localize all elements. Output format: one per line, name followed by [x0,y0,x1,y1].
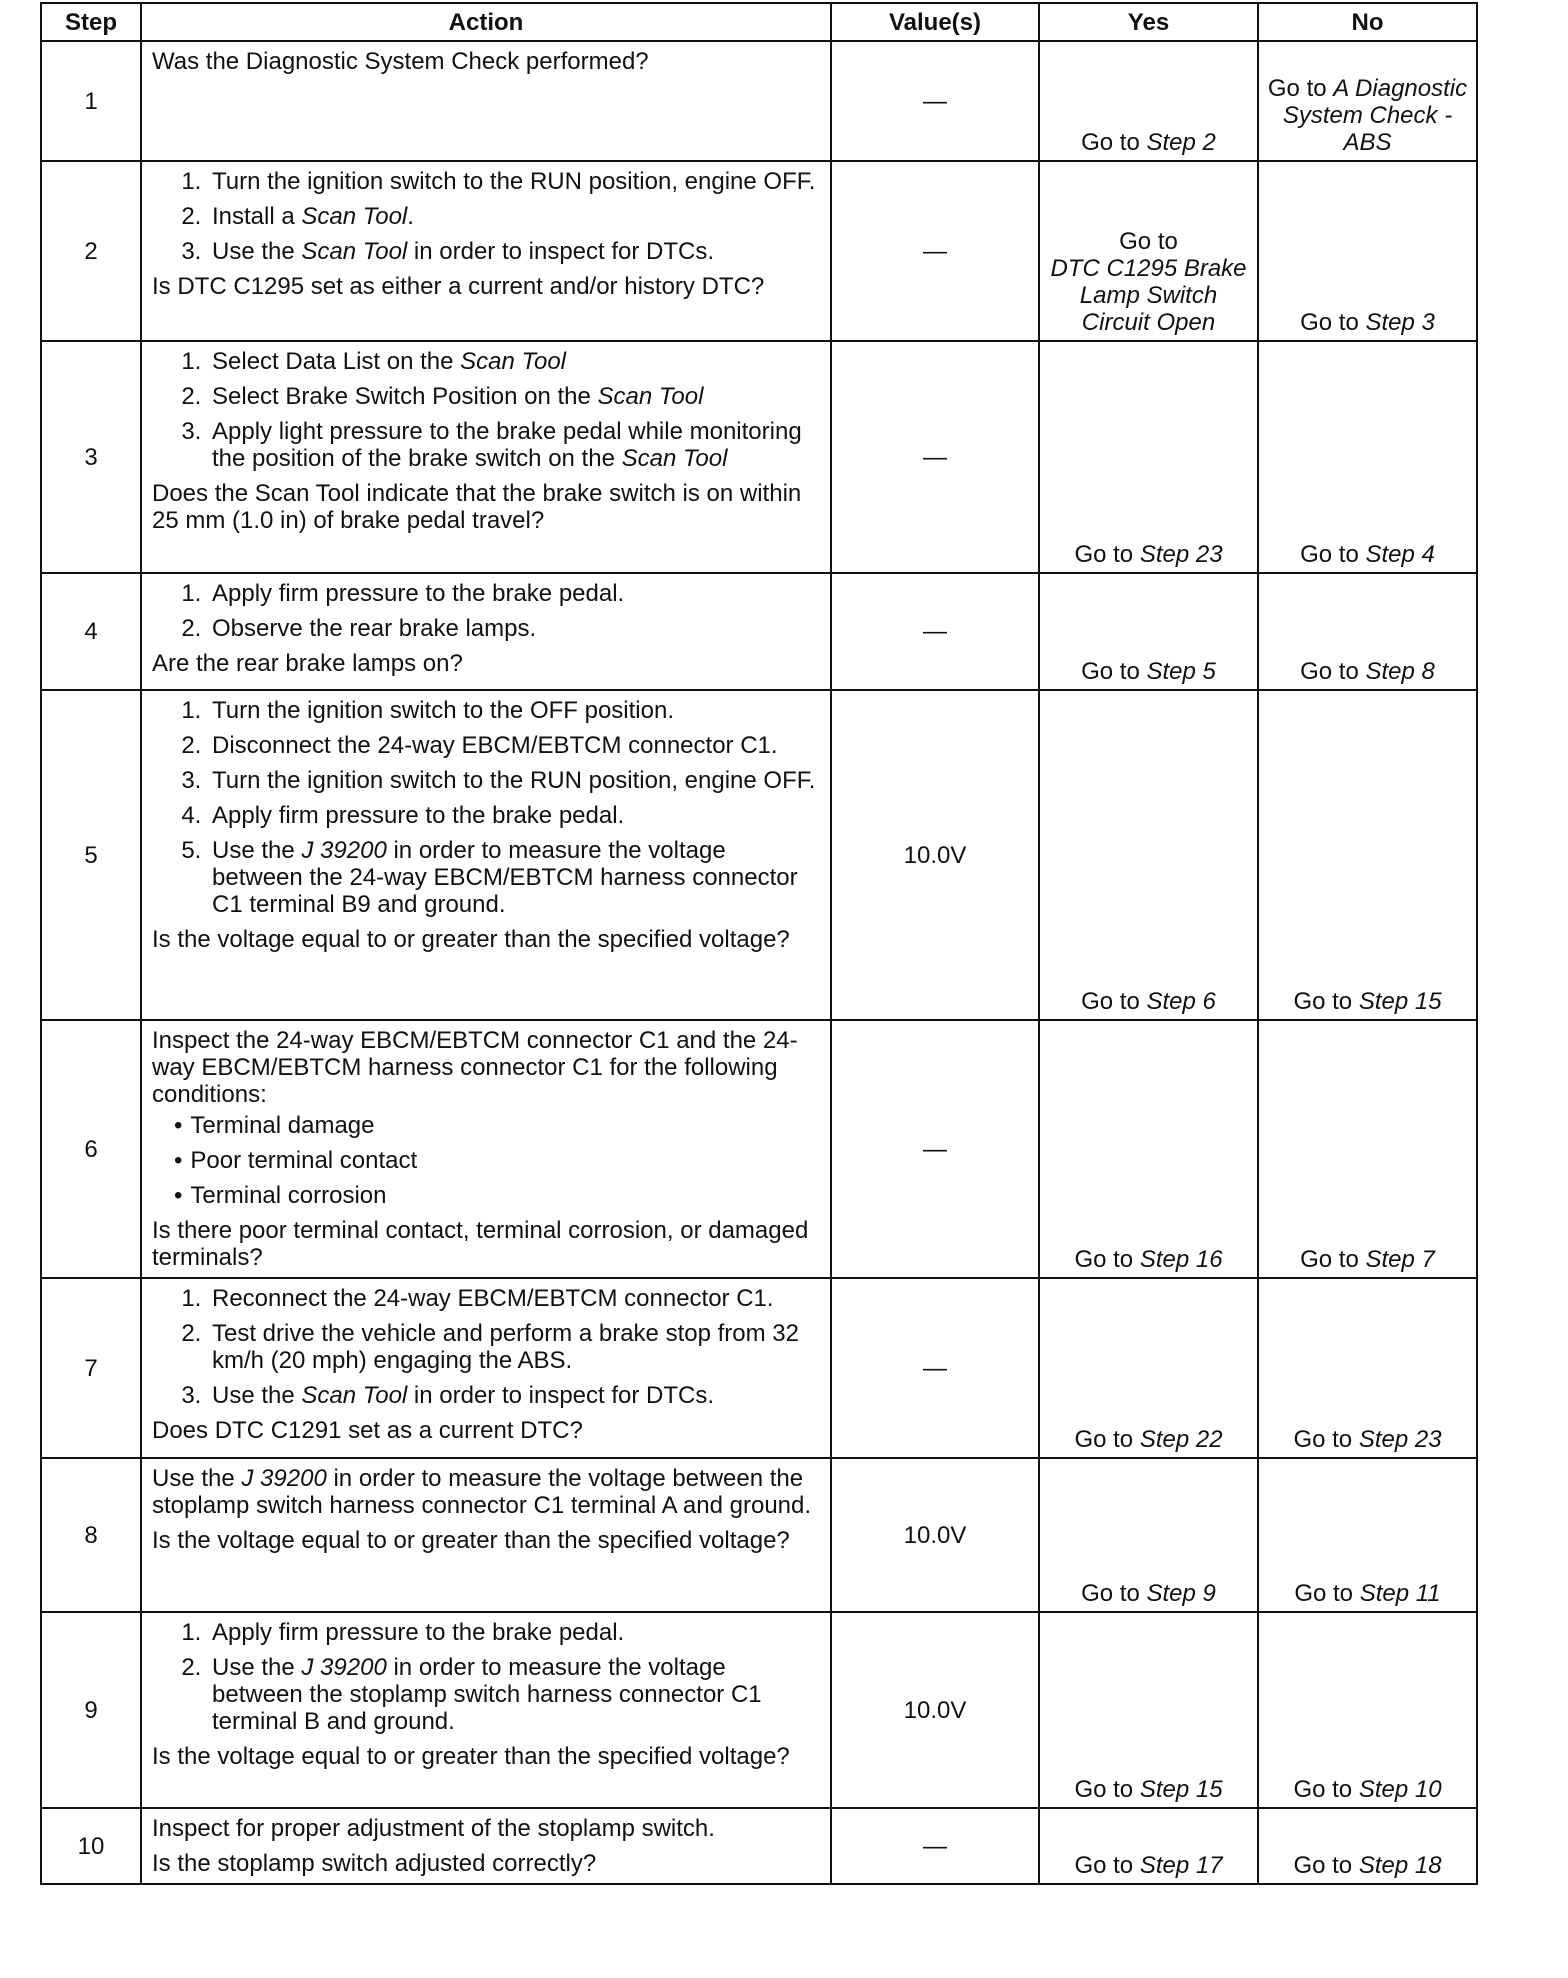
goto-prefix: Go to [1074,541,1134,568]
step-number: 9 [41,1612,141,1808]
goto-prefix: Go to [1294,1580,1354,1607]
action-step: 3. Apply light pressure to the brake pedal while monitoring the position of the brake switch on the Scan Tool [208,418,820,472]
step-link[interactable]: Step 5 [1146,658,1216,685]
tool-name: J 39200 [241,1465,327,1492]
table-row [41,1278,1477,1458]
tool-name: Scan Tool [597,383,704,410]
step-link[interactable]: Step 7 [1365,1246,1435,1273]
action-steps [152,168,820,265]
no-cell [1258,1020,1477,1278]
action-cell [141,341,831,573]
action-intro: Inspect for proper adjustment of the stoplamp switch. [152,1815,715,1842]
goto-prefix: Go to [1300,541,1359,568]
step-number: 6 [41,1020,141,1278]
action-question: Is the stoplamp switch adjusted correctly? [152,1850,597,1877]
action-question: Is the voltage equal to or greater than the specified voltage? [152,926,790,953]
goto-prefix: Go to [1293,1852,1353,1879]
value-cell: — [831,573,1039,690]
yes-cell [1039,341,1258,573]
action-step: 2. Test drive the vehicle and perform a brake stop from 32 km/h (20 mph) engaging the ABS. [208,1320,820,1374]
action-step: 1. Apply firm pressure to the brake pedal. [208,580,820,607]
table-row [41,1458,1477,1612]
step-link[interactable]: Step 8 [1365,658,1435,685]
action-cell [141,1808,831,1884]
action-cell [141,1020,831,1278]
goto-prefix: Go to [1074,1246,1134,1273]
condition-item: • Terminal damage [174,1112,820,1139]
action-steps [152,1619,820,1735]
action-intro: Inspect the 24-way EBCM/EBTCM connector C1 and the 24-way EBCM/EBTCM harness connector C1 for the following conditions: [152,1027,798,1108]
goto-prefix: Go to [1081,129,1140,156]
value-cell: — [831,341,1039,573]
action-cell [141,690,831,1020]
step-link[interactable]: Step 23 [1358,1426,1442,1453]
goto-prefix: Go to [1081,988,1140,1015]
header-action: Action [141,3,831,41]
action-step: 2. Install a Scan Tool. [208,203,820,230]
condition-item: • Terminal corrosion [174,1182,820,1209]
step-number: 2 [41,161,141,341]
yes-cell [1039,1020,1258,1278]
goto-prefix: Go to [1300,658,1359,685]
condition-list [152,1112,820,1209]
yes-cell [1039,573,1258,690]
step-link[interactable]: Step 18 [1358,1852,1442,1879]
action-step: 1. Select Data List on the Scan Tool [208,348,820,375]
value-cell: — [831,41,1039,161]
goto-prefix: Go to [1267,75,1327,102]
no-cell [1258,161,1477,341]
step-number: 4 [41,573,141,690]
condition-item: • Poor terminal contact [174,1147,820,1174]
no-cell [1258,1458,1477,1612]
yes-cell [1039,690,1258,1020]
action-step: 3. Use the Scan Tool in order to inspect for DTCs. [208,238,820,265]
tool-name: Scan Tool [621,445,728,472]
action-cell [141,1612,831,1808]
step-link[interactable]: Step 23 [1139,541,1223,568]
value-cell: — [831,1808,1039,1884]
table-row [41,1612,1477,1808]
value-cell: — [831,1278,1039,1458]
yes-cell [1039,161,1258,341]
action-intro: Use the J 39200 in order to measure the voltage between the stoplamp switch harness connector C1 terminal A and ground. [152,1465,812,1519]
action-step: 2. Observe the rear brake lamps. [208,615,820,642]
no-cell [1258,573,1477,690]
step-link[interactable]: Step 2 [1146,129,1216,156]
no-cell [1258,1808,1477,1884]
diagnostic-table [40,2,1478,1885]
tool-name: Scan Tool [301,1382,408,1409]
goto-prefix: Go to [1081,1580,1140,1607]
goto-prefix: Go to [1074,1852,1134,1879]
value-cell: 10.0V [831,1458,1039,1612]
step-link[interactable]: Step 15 [1358,988,1442,1015]
step-link[interactable]: Step 16 [1139,1246,1223,1273]
yes-cell [1039,1808,1258,1884]
value-cell: 10.0V [831,1612,1039,1808]
step-link[interactable]: Step 22 [1139,1426,1223,1453]
action-step: 4. Apply firm pressure to the brake pedal. [208,802,820,829]
value-cell: — [831,161,1039,341]
header-step: Step [41,3,141,41]
table-row [41,690,1477,1020]
action-step: 1. Turn the ignition switch to the OFF position. [208,697,820,724]
goto-prefix: Go to [1300,309,1359,336]
no-cell [1258,41,1477,161]
action-question: Are the rear brake lamps on? [152,650,463,677]
step-number: 3 [41,341,141,573]
table-row [41,1020,1477,1278]
action-cell [141,1278,831,1458]
action-cell [141,161,831,341]
step-link[interactable]: Step 17 [1139,1852,1223,1879]
step-number: 7 [41,1278,141,1458]
step-number: 1 [41,41,141,161]
action-step: 2. Disconnect the 24-way EBCM/EBTCM connector C1. [208,732,820,759]
goto-prefix: Go to [1081,658,1140,685]
action-question: Is there poor terminal contact, terminal corrosion, or damaged terminals? [152,1217,809,1271]
value-cell: — [831,1020,1039,1278]
procedure-link[interactable]: DTC C1295 Brake Lamp Switch Circuit Open [1050,255,1247,336]
step-link[interactable]: Step 4 [1365,541,1435,568]
goto-prefix: Go to [1119,228,1178,255]
action-cell [141,1458,831,1612]
action-step: 1. Reconnect the 24-way EBCM/EBTCM connector C1. [208,1285,820,1312]
action-step: 2. Use the J 39200 in order to measure the voltage between the stoplamp switch harness connector C1 terminal B and ground. [208,1654,820,1735]
action-steps [152,697,820,918]
table-row [41,1808,1477,1884]
table-row [41,341,1477,573]
step-number: 8 [41,1458,141,1612]
goto-prefix: Go to [1293,1776,1353,1803]
action-question: Is the voltage equal to or greater than the specified voltage? [152,1743,790,1770]
action-cell [141,573,831,690]
yes-cell [1039,1458,1258,1612]
header-row [41,3,1477,41]
tool-name: Scan Tool [460,348,567,375]
action-steps [152,1285,820,1409]
no-cell [1258,690,1477,1020]
no-cell [1258,1612,1477,1808]
action-steps [152,348,820,472]
goto-prefix: Go to [1074,1426,1134,1453]
yes-cell [1039,41,1258,161]
step-link[interactable]: Step 11 [1359,1580,1441,1607]
table-row [41,161,1477,341]
yes-cell [1039,1612,1258,1808]
value-cell: 10.0V [831,690,1039,1020]
table-row [41,573,1477,690]
action-steps [152,580,820,642]
action-question: Is the voltage equal to or greater than the specified voltage? [152,1527,790,1554]
action-question: Does the Scan Tool indicate that the brake switch is on within 25 mm (1.0 in) of brake pedal travel? [152,480,802,534]
goto-prefix: Go to [1300,1246,1359,1273]
goto-prefix: Go to [1293,988,1353,1015]
action-step: 2. Select Brake Switch Position on the Scan Tool [208,383,820,410]
yes-cell [1039,1278,1258,1458]
procedure-link[interactable]: A Diagnostic System Check - ABS [1282,75,1468,156]
step-number: 5 [41,690,141,1020]
action-step: 1. Turn the ignition switch to the RUN position, engine OFF. [208,168,820,195]
tool-name: Scan Tool [301,203,408,230]
header-no: No [1258,3,1477,41]
tool-name: J 39200 [301,1654,387,1681]
goto-prefix: Go to [1293,1426,1353,1453]
no-cell [1258,341,1477,573]
table-row [41,41,1477,161]
action-question: Was the Diagnostic System Check performed? [152,48,649,75]
action-step: 3. Turn the ignition switch to the RUN position, engine OFF. [208,767,820,794]
action-cell [141,41,831,161]
step-link[interactable]: Step 9 [1146,1580,1216,1607]
action-question: Is DTC C1295 set as either a current and/or history DTC? [152,273,765,300]
tool-name: Scan Tool [301,238,408,265]
goto-prefix: Go to [1074,1776,1134,1803]
header-values: Value(s) [831,3,1039,41]
action-step: 3. Use the Scan Tool in order to inspect for DTCs. [208,1382,820,1409]
tool-name: J 39200 [301,837,387,864]
header-yes: Yes [1039,3,1258,41]
step-link[interactable]: Step 6 [1146,988,1216,1015]
action-question: Does DTC C1291 set as a current DTC? [152,1417,583,1444]
no-cell [1258,1278,1477,1458]
action-step: 1. Apply firm pressure to the brake pedal. [208,1619,820,1646]
step-link[interactable]: Step 15 [1139,1776,1223,1803]
step-number: 10 [41,1808,141,1884]
step-link[interactable]: Step 10 [1358,1776,1442,1803]
step-link[interactable]: Step 3 [1365,309,1435,336]
action-step: 5. Use the J 39200 in order to measure the voltage between the 24-way EBCM/EBTCM harness connector C1 terminal B9 and ground. [208,837,820,918]
